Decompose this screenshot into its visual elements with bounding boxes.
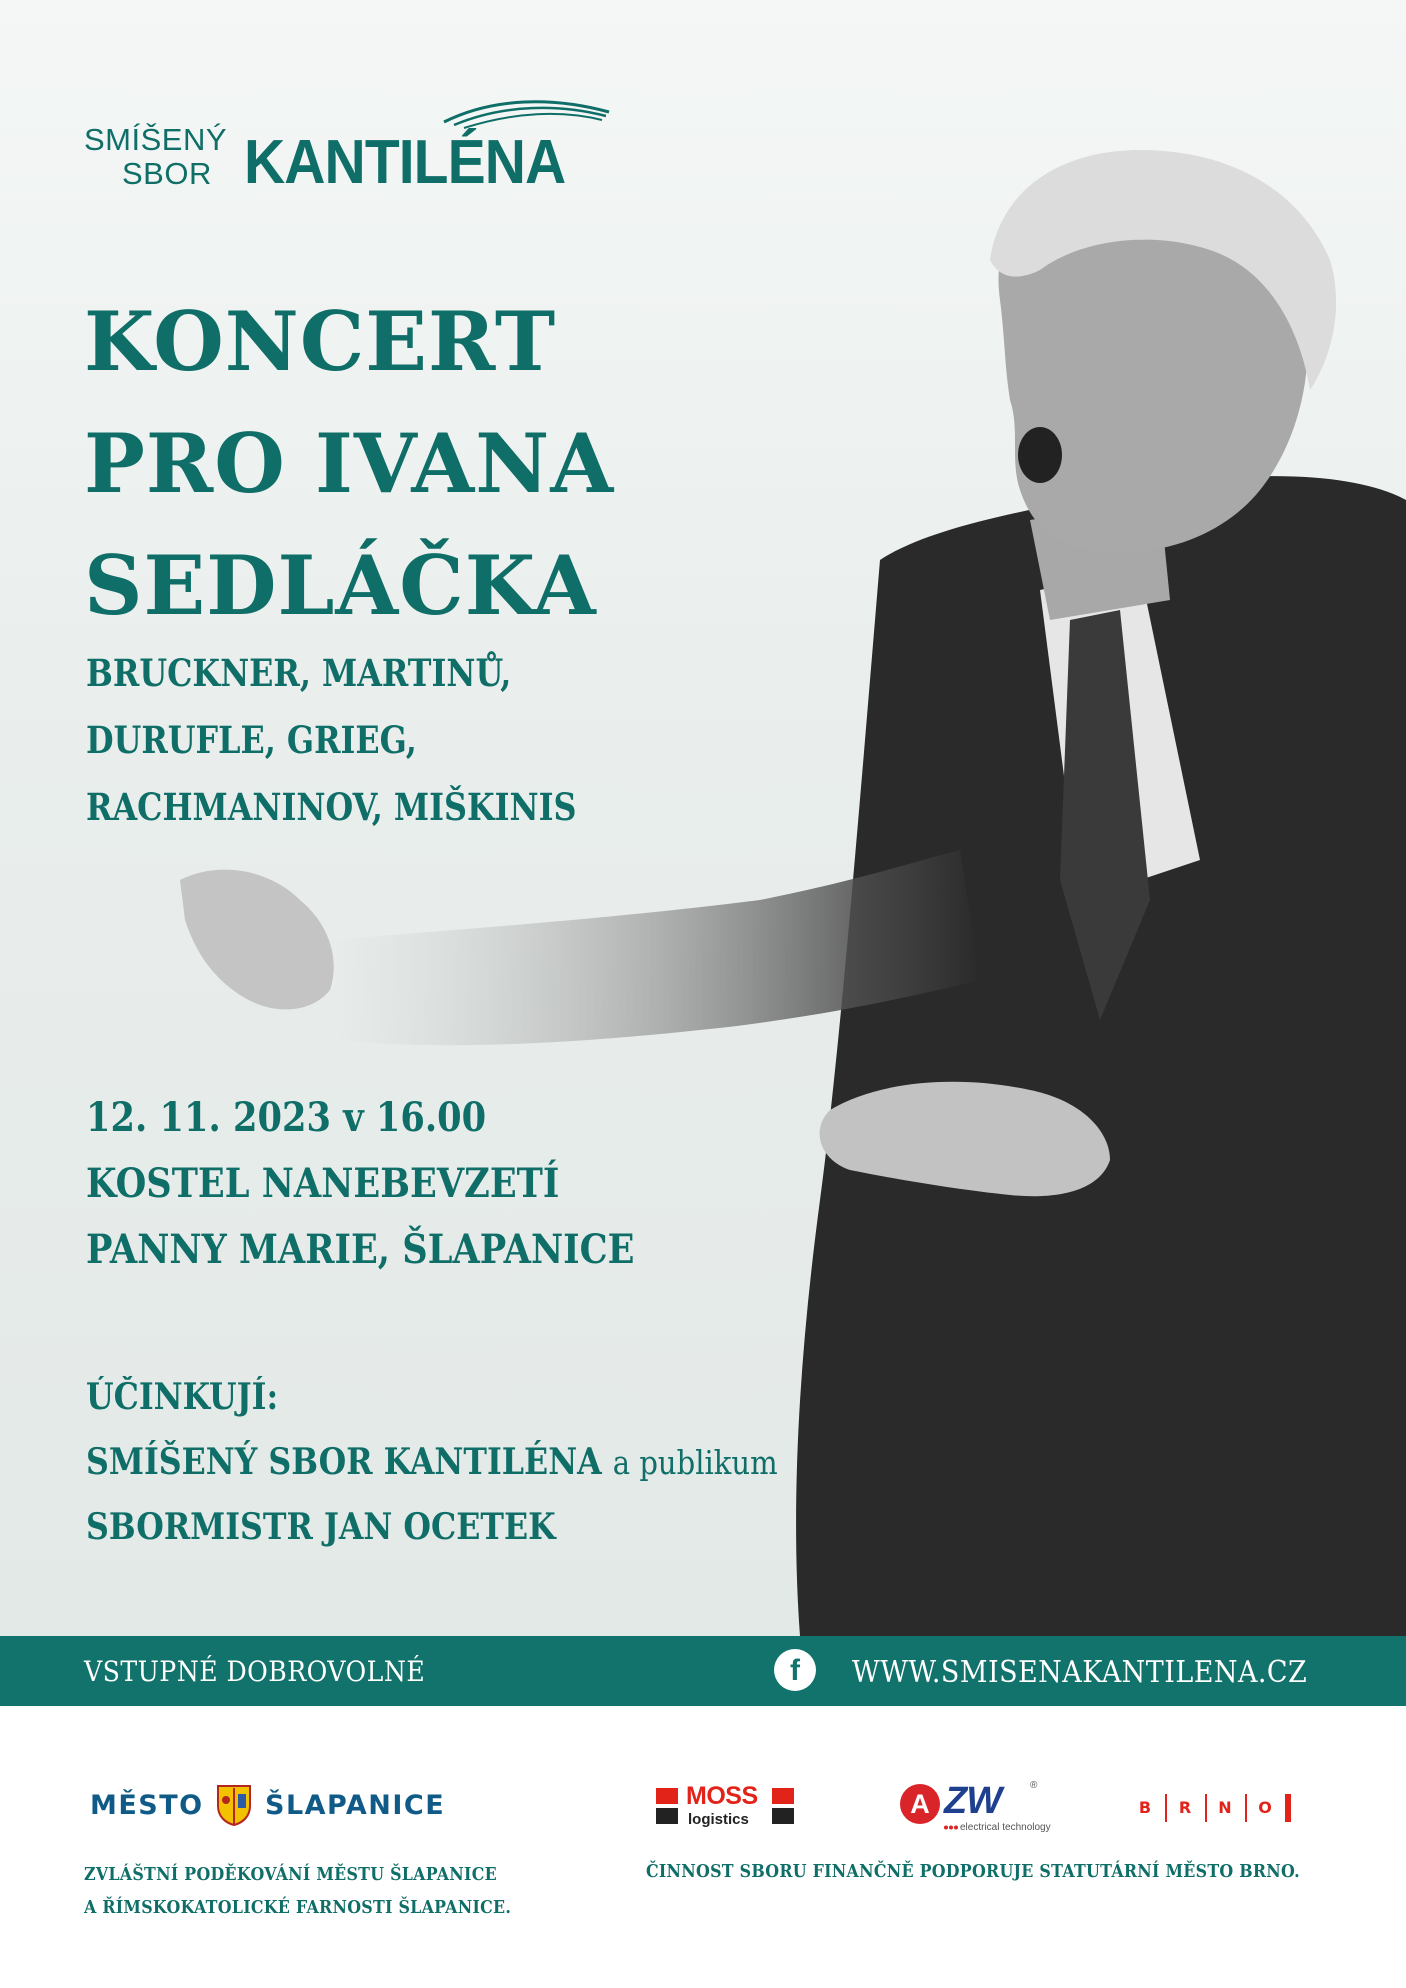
- performers: [86, 1365, 778, 1560]
- swoosh-icon: [434, 92, 614, 132]
- info-banner: [0, 1636, 1406, 1706]
- facebook-icon[interactable]: f: [774, 1649, 816, 1691]
- brno-letter: R: [1178, 1798, 1192, 1817]
- thanks-line: ZVLÁŠTNÍ PODĚKOVÁNÍ MĚSTU ŠLAPANICE: [84, 1864, 497, 1885]
- logo-line1: SMÍŠENÝ: [84, 122, 228, 157]
- event-venue-line: PANNY MARIE, ŠLAPANICE: [86, 1226, 635, 1273]
- composer-line: RACHMANINOV, MIŠKINIS: [86, 785, 577, 829]
- event-info: [86, 1085, 634, 1283]
- performers-conductor: SBORMISTR JAN OCETEK: [86, 1506, 556, 1548]
- moss-name: MOSS: [686, 1782, 758, 1810]
- performers-heading: ÚČINKUJÍ:: [86, 1376, 279, 1418]
- azw-logo: [900, 1778, 1080, 1834]
- choir-suffix: a publikum: [612, 1443, 778, 1482]
- azw-name: ZW: [944, 1780, 1002, 1822]
- event-venue-line: KOSTEL NANEBEVZETÍ: [86, 1160, 560, 1207]
- coat-of-arms-icon: [216, 1784, 252, 1826]
- footer: [0, 1706, 1406, 1988]
- moss-sub: logistics: [688, 1811, 749, 1828]
- thanks-text: [84, 1858, 511, 1924]
- admission-text: VSTUPNÉ DOBROVOLNÉ: [84, 1655, 426, 1688]
- azw-a: A: [900, 1784, 940, 1824]
- event-datetime: 12. 11. 2023 v 16.00: [86, 1094, 487, 1141]
- support-text: ČINNOST SBORU FINANČNĚ PODPORUJE STATUTÁRNÍ MĚSTO BRNO.: [646, 1861, 1300, 1882]
- thanks-line: A ŘÍMSKOKATOLICKÉ FARNOSTI ŠLAPANICE.: [84, 1897, 512, 1918]
- logo-name: KANTILÉNA: [244, 128, 566, 197]
- mesto-word: ŠLAPANICE: [265, 1790, 446, 1821]
- mesto-word: MĚSTO: [90, 1790, 204, 1821]
- composer-line: BRUCKNER, MARTINŮ,: [86, 651, 512, 695]
- azw-sub: electrical technology: [960, 1822, 1051, 1833]
- performers-choir: [86, 1430, 778, 1495]
- choir-name: SMÍŠENÝ SBOR KANTILÉNA: [86, 1441, 602, 1483]
- kantilena-logo: [84, 92, 566, 202]
- website-link[interactable]: WWW.SMISENAKANTILENA.CZ: [852, 1655, 1308, 1690]
- azw-reg: ®: [1030, 1780, 1038, 1791]
- title-line: SEDLÁČKA: [84, 539, 597, 634]
- brno-letter: O: [1258, 1798, 1272, 1817]
- brno-letter: N: [1218, 1798, 1232, 1817]
- title-line: PRO IVANA: [84, 417, 615, 512]
- composer-line: DURUFLE, GRIEG,: [86, 718, 417, 762]
- brno-letter: B: [1138, 1798, 1152, 1817]
- moss-logistics-logo: [656, 1784, 796, 1834]
- title-line: KONCERT: [84, 295, 557, 390]
- dots-icon: [944, 1825, 958, 1830]
- logo-line2: SBOR: [122, 156, 212, 191]
- concert-title: [84, 282, 614, 648]
- composer-list: [86, 640, 577, 841]
